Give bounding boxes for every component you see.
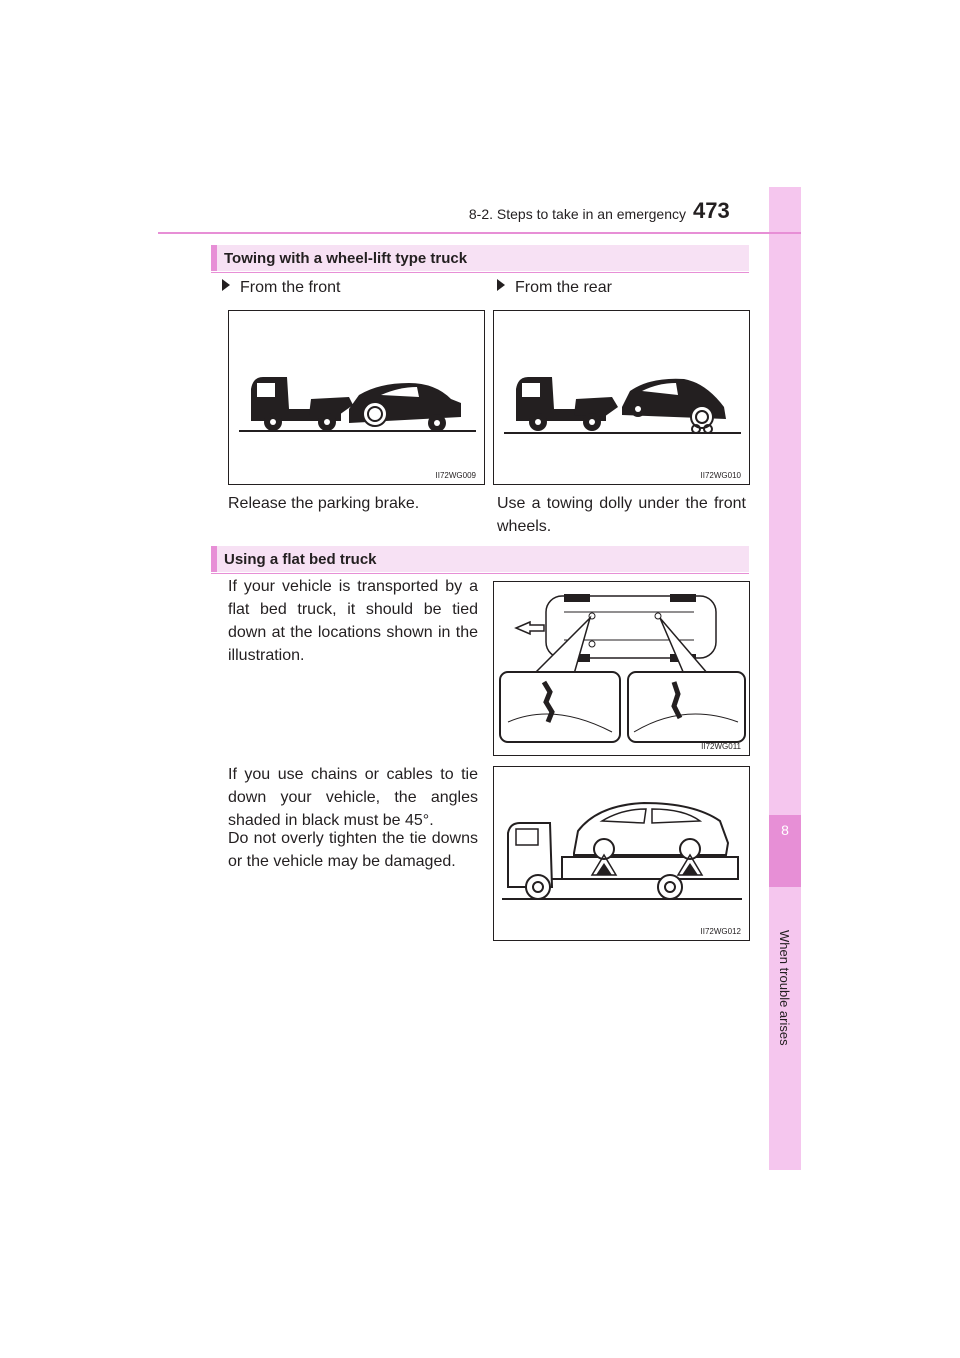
triangle-bullet-icon <box>222 279 230 291</box>
section-heading-text: Towing with a wheel-lift type truck <box>224 250 468 267</box>
heading-accent <box>211 245 217 271</box>
paragraph-chains: If you use chains or cables to tie down your vehicle, the angles shaded in black must be 45°. <box>228 766 478 829</box>
tow-truck-rear-illustration <box>494 311 751 486</box>
figure-tow-rear <box>493 310 750 485</box>
paragraph-tighten: Do not overly tighten the tie downs or the vehicle may be damaged. <box>228 830 478 870</box>
tiedown-locations-illustration <box>494 582 751 757</box>
heading-underline <box>211 272 749 273</box>
chapter-label: When trouble arises <box>777 930 792 1046</box>
from-front-text: From the front <box>240 279 341 296</box>
section-heading-flat-bed <box>211 546 749 572</box>
header-rule <box>158 232 801 234</box>
from-rear-label <box>497 279 612 297</box>
chapter-number: 8 <box>781 822 789 838</box>
figure-flat-bed-truck <box>493 766 750 941</box>
triangle-bullet-icon <box>497 279 505 291</box>
section-heading-text: Using a flat bed truck <box>224 551 377 568</box>
figure-code: II72WG009 <box>435 471 476 480</box>
figure-code: II72WG011 <box>701 742 741 751</box>
figure-tiedown-locations <box>493 581 750 756</box>
section-heading-wheel-lift <box>211 245 749 271</box>
from-front-label <box>222 279 340 297</box>
figure-code: II72WG010 <box>700 471 741 480</box>
rear-caption: Use a towing dolly under the front wheels. <box>497 495 746 535</box>
figure-tow-front <box>228 310 485 485</box>
page-number: 473 <box>693 198 730 223</box>
figure-code: II72WG012 <box>700 927 741 936</box>
heading-accent <box>211 546 217 572</box>
tow-truck-front-illustration <box>229 311 486 486</box>
heading-underline <box>211 573 749 574</box>
header-section-title: 8-2. Steps to take in an emergency <box>468 206 686 222</box>
front-caption: Release the parking brake. <box>228 495 420 512</box>
from-rear-text: From the rear <box>515 279 612 296</box>
paragraph-transport: If your vehicle is transported by a flat bed truck, it should be tied down at the locations shown in the illustration. <box>228 578 478 664</box>
flat-bed-truck-illustration <box>494 767 751 942</box>
